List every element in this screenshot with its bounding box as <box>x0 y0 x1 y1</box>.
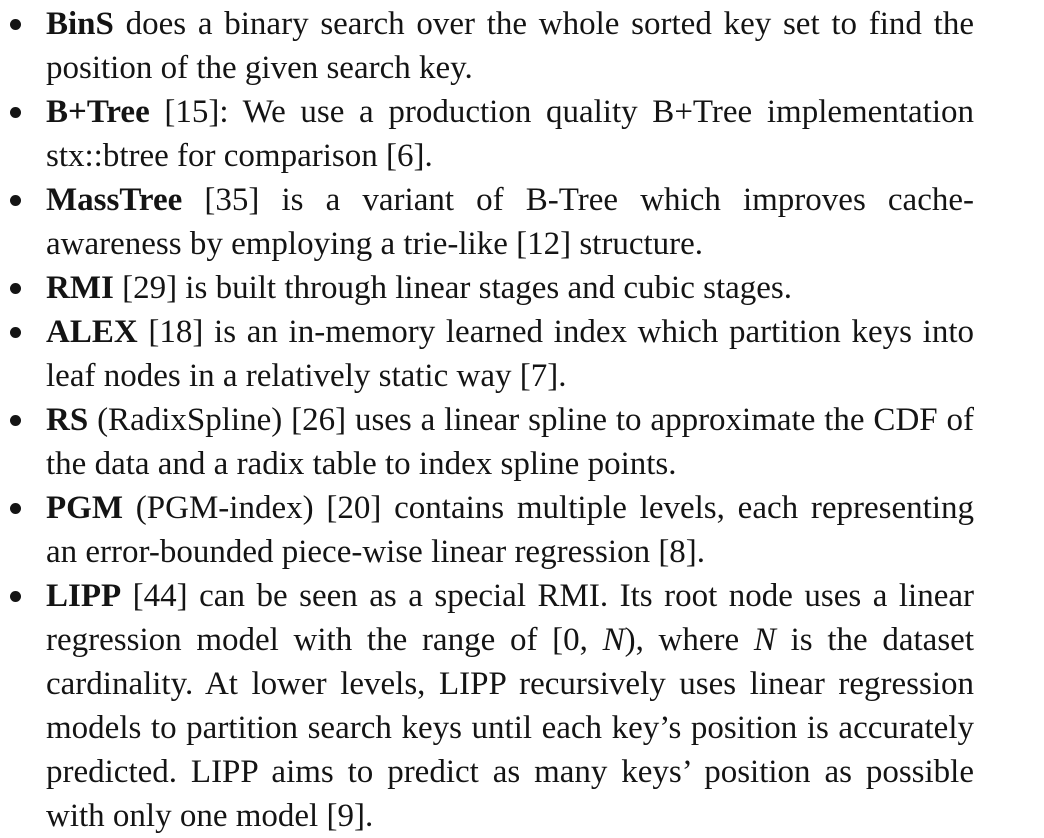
bullet-icon <box>10 2 40 46</box>
method-name: RMI <box>46 270 114 306</box>
method-description-part: [44] can be seen as a special RMI. Its root node uses a linear regression model with the range of [0, <box>46 578 974 658</box>
method-name: LIPP <box>46 578 122 614</box>
list-item-masstree <box>0 178 974 266</box>
method-name: MassTree <box>46 182 183 218</box>
method-description-part: is the dataset cardinality. At lower levels, LIPP recursively uses linear regression models to partition search keys until each key’s position is accurately predicted. LIPP aims to predict as many keys’ position as possible with only one model [9]. <box>46 622 974 834</box>
list-item-lipp <box>0 574 974 838</box>
bullet-icon <box>10 310 40 354</box>
method-description: [35] is a variant of B-Tree which improves cache-awareness by employing a trie-like [12] structure. <box>46 182 974 262</box>
bullet-icon <box>10 574 40 618</box>
method-name: PGM <box>46 490 123 526</box>
list-item-rs <box>0 398 974 486</box>
list-item-bplustree <box>0 90 974 178</box>
method-name: RS <box>46 402 89 438</box>
list-item-bins <box>0 2 974 90</box>
method-name: BinS <box>46 6 114 42</box>
method-description: [15]: We use a production quality B+Tree implementation stx::btree for comparison [6]. <box>46 94 974 174</box>
math-variable-n: N <box>602 622 625 658</box>
method-description: [29] is built through linear stages and cubic stages. <box>113 270 793 306</box>
bullet-icon <box>10 486 40 530</box>
math-variable-n: N <box>753 622 776 658</box>
list-item-pgm <box>0 486 974 574</box>
method-name: ALEX <box>46 314 138 350</box>
method-description: [18] is an in-memory learned index which partition keys into leaf nodes in a relatively static way [7]. <box>46 314 974 394</box>
method-description: does a binary search over the whole sorted key set to find the position of the given search key. <box>46 6 974 86</box>
method-description-part: ), where <box>624 622 754 658</box>
list-item-alex <box>0 310 974 398</box>
method-description: (PGM-index) [20] contains multiple levels, each representing an error-bounded piece-wise linear regression [8]. <box>46 490 974 570</box>
bullet-icon <box>10 90 40 134</box>
index-method-list <box>0 2 974 838</box>
list-item-rmi <box>0 266 974 310</box>
method-description: (RadixSpline) [26] uses a linear spline to approximate the CDF of the data and a radix table to index spline points. <box>46 402 974 482</box>
bullet-icon <box>10 398 40 442</box>
bullet-icon <box>10 178 40 222</box>
bullet-icon <box>10 266 40 310</box>
method-name: B+Tree <box>46 94 150 130</box>
